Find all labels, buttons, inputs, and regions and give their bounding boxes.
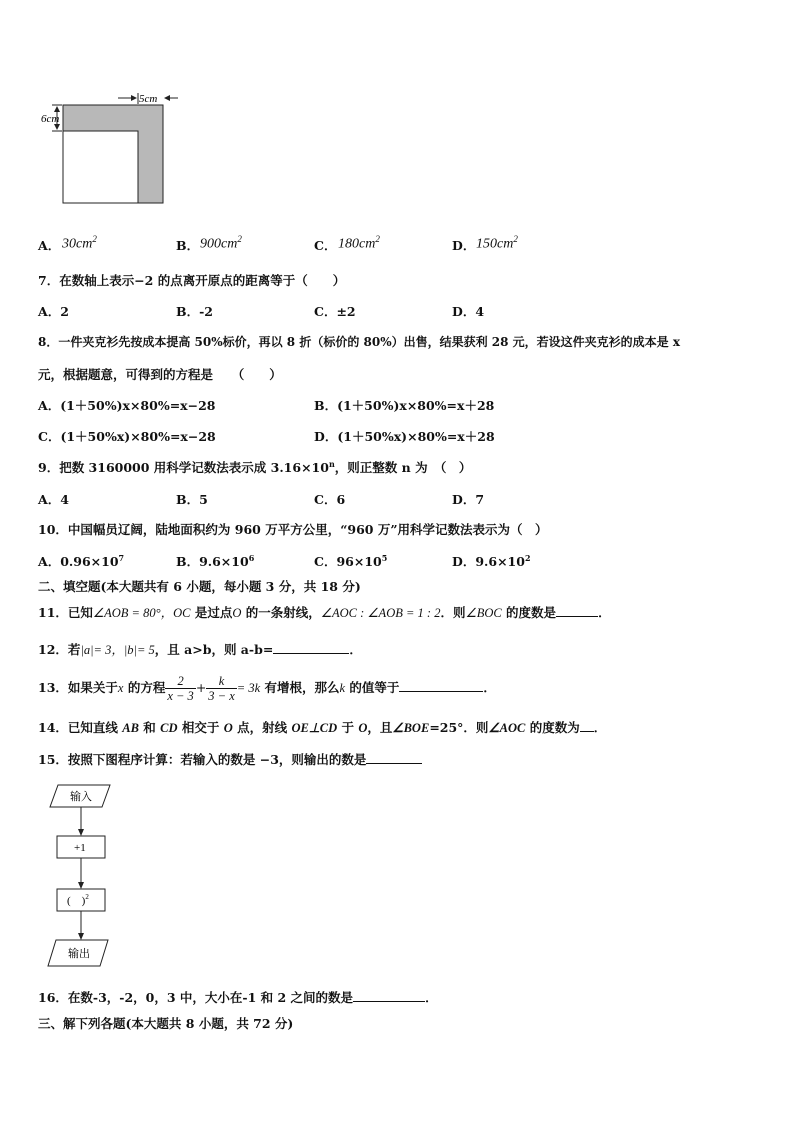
q13-fraction-1: $\frac{2}{x - 3}$ [167, 674, 194, 703]
q7-stem: 7．在数轴上表示−2 的点离开原点的距离等于（ ） [38, 273, 346, 288]
q9-option-d: D．7 [452, 492, 485, 507]
q7-option-a: A．2 [38, 304, 69, 319]
q6-option-a-label: A． [38, 238, 61, 253]
q9-option-a: A．4 [38, 492, 69, 507]
section-2-heading: 二、填空题(本大题共有 6 小题，每小题 3 分，共 18 分) [38, 579, 361, 594]
q6-option-d-value: $150cm^2$ [476, 234, 518, 252]
q6-option-b-label: B． [176, 238, 200, 253]
top-dimension-label: 5cm [139, 93, 158, 105]
q12: 12．若|a|= 3，|b|= 5，且 a>b，则 a-b= ． [38, 642, 362, 657]
q7-option-c: C．±2 [314, 304, 356, 319]
q10-option-a: A．$0.96\times 10^7$ [38, 552, 125, 569]
q15-answer-blank[interactable] [366, 751, 422, 764]
q6-option-b-value: $900cm^2$ [200, 234, 242, 252]
inner-rectangle [63, 131, 138, 203]
q16: 16．在数-3，-2，0，3 中，大小在-1 和 2 之间的数是 ． [38, 990, 438, 1005]
q8-stem-line2: 元，根据题意，可得到的方程是 （ ） [38, 367, 282, 382]
q12-answer-blank[interactable] [273, 641, 349, 654]
q14-answer-blank[interactable] [580, 719, 594, 732]
flow-step-square-label: ( )$^2$ [67, 893, 89, 907]
l-shape-figure [38, 88, 178, 208]
q15: 15．按照下图程序计算：若输入的数是 −3，则输出的数是 [38, 750, 422, 768]
q16-answer-blank[interactable] [353, 989, 425, 1002]
q13-answer-blank[interactable] [399, 679, 483, 692]
q6-option-c-label: C． [314, 238, 337, 253]
q10-stem: 10．中国幅员辽阔，陆地面积约为 960 万平方公里，“960 万”用科学记数法表示为（ ） [38, 522, 548, 537]
section-3-heading: 三、解下列各题(本大题共 8 小题，共 72 分) [38, 1016, 294, 1031]
q9-stem: 9．把数 3160000 用科学记数法表示成 $3.16\times 10^n$，则正整数 n 为 （ ） [38, 458, 472, 475]
q6-option-d-label: D． [452, 238, 476, 253]
q7-option-b: B．-2 [176, 304, 213, 319]
q14: 14．已知直线 AB 和 CD 相交于 O 点，射线 OE⊥CD 于 O，且∠BOE=25°．则∠AOC 的度数为 ． [38, 720, 607, 735]
q8-option-d: D．(1＋50%x)×80%=x＋28 [314, 429, 495, 444]
q11-answer-blank[interactable] [556, 604, 598, 617]
q9-option-b: B．5 [176, 492, 208, 507]
flow-output-label: 输出 [68, 948, 90, 960]
flow-input-label: 输入 [70, 791, 92, 803]
q8-option-b: B．(1＋50%)x×80%=x＋28 [314, 398, 495, 413]
q11: 11．已知∠AOB = 80°，OC 是过点O 的一条射线，∠AOC : ∠AOB = 1 : 2．则∠BOC 的度数是 ． [38, 605, 611, 620]
q8-option-a: A．(1＋50%)x×80%=x−28 [38, 398, 216, 413]
flow-step-plus-one-label: +1 [74, 842, 86, 854]
q10-option-c: C．$96\times 10^5$ [314, 552, 388, 569]
left-dimension-label: 6cm [41, 113, 60, 125]
program-flowchart [44, 782, 124, 972]
q7-option-d: D．4 [452, 304, 485, 319]
q13: 13．如果关于x 的方程 $\frac{2}{x - 3}$ + $\frac{k}{3 - x}$ = 3k 有增根，那么k 的值等于 ． [38, 674, 496, 703]
q9-option-c: C．6 [314, 492, 346, 507]
q6-option-a-value: $30cm^2$ [62, 234, 97, 252]
q13-fraction-2: $\frac{k}{3 - x}$ [208, 674, 235, 703]
q6-option-c-value: $180cm^2$ [338, 234, 380, 252]
q10-option-d: D．$9.6\times 10^2$ [452, 552, 531, 569]
q8-option-c: C．(1＋50%x)×80%=x−28 [38, 429, 216, 444]
q10-option-b: B．$9.6\times 10^6$ [176, 552, 255, 569]
q8-stem-line1: 8．一件夹克衫先按成本提高 50%标价，再以 8 折（标价的 80%）出售，结果获利 28 元，若设这件夹克衫的成本是 x [38, 335, 681, 349]
